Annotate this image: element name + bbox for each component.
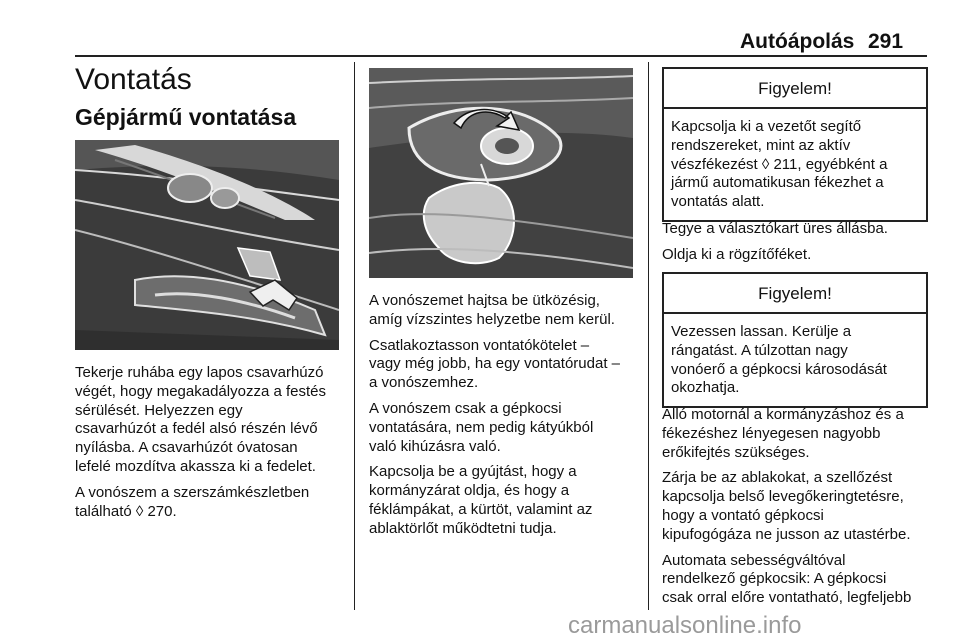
- text-line: csavarhúzót a fedél alsó részén lévő: [75, 420, 318, 438]
- text-line: A vonószemet hajtsa be ütközésig,: [369, 292, 600, 309]
- text-line: kapcsolja belső levegőkeringtetésre,: [662, 488, 904, 506]
- column-1-text: [75, 364, 326, 528]
- text-line: jármű automatikusan fékezhet a: [671, 174, 884, 192]
- text-line: Automata sebességváltóval: [662, 551, 846, 569]
- column-2-text: [369, 292, 620, 546]
- paragraph-attach-rope: [369, 337, 620, 393]
- warning-body: [664, 314, 926, 406]
- page-number: 291: [868, 30, 904, 53]
- text-line: csak orral előre vontatható, legfeljebb: [662, 589, 912, 607]
- text-line: a vonószemhez.: [369, 374, 479, 392]
- text-line: vontatására, nem pedig kátyúkból: [369, 418, 594, 436]
- text-line: vagy még jobb, ha egy vontatórudat –: [369, 355, 621, 373]
- text-line: Álló motornál a kormányzáshoz és a: [662, 406, 904, 423]
- paragraph-ignition: [369, 463, 620, 538]
- text-line: lefelé mozdítva akassza ki a fedelet.: [75, 457, 316, 475]
- figure-car-front: [75, 140, 339, 350]
- tow-eye-drawing: [369, 68, 633, 278]
- text-line: rendelkező gépkocsik: A gépkocsi: [662, 570, 887, 588]
- text-line: Tegye a választókart üres állásba.: [662, 220, 888, 237]
- warning-box-2: [662, 272, 928, 408]
- text-line: Kapcsolja ki a vezetőt segítő: [671, 118, 862, 135]
- text-line: vonóerő a gépkocsi károsodását: [671, 360, 887, 378]
- text-line: kormányzárat oldja, és hogy a: [369, 482, 570, 500]
- column-3-text-b: [662, 406, 911, 615]
- text-line: Vezessen lassan. Kerülje a: [671, 323, 852, 340]
- warning-title: Figyelem!: [664, 69, 926, 109]
- text-line: okozhatja.: [671, 379, 740, 397]
- paragraph-windows: [662, 469, 911, 544]
- text-line: rendszereket, mint az aktív: [671, 136, 851, 154]
- text-line: nyílásba. A csavarhúzót óvatosan: [75, 439, 298, 457]
- text-line: féklámpákat, a kürtöt, valamint az: [369, 500, 593, 518]
- column-divider-1: [354, 62, 355, 610]
- watermark: carmanualsonline.info: [568, 612, 802, 639]
- warning-title: Figyelem!: [664, 274, 926, 314]
- header-rule: [75, 55, 927, 57]
- running-header-title: Autóápolás: [740, 30, 855, 53]
- text-line: Tekerje ruhába egy lapos csavarhúzó: [75, 364, 324, 381]
- text-line-with-page-ref[interactable]: vészfékezést ◊ 211, egyébként a: [671, 155, 888, 173]
- warning-body: [664, 109, 926, 220]
- warning-box-1: [662, 67, 928, 222]
- text-line: erőkifejtés szükséges.: [662, 443, 810, 461]
- text-line-with-page-ref[interactable]: található ◊ 270.: [75, 502, 177, 520]
- text-line: kipufogógáza ne jusson az utastérbe.: [662, 525, 911, 543]
- car-front-drawing: [75, 140, 339, 350]
- paragraph-parking-brake: [662, 246, 888, 265]
- column-divider-2: [648, 62, 649, 610]
- column-3-text-a: [662, 220, 888, 272]
- text-line: A vonószem csak a gépkocsi: [369, 399, 562, 417]
- text-line: amíg vízszintes helyzetbe nem kerül.: [369, 310, 615, 328]
- text-line: Csatlakoztasson vontatókötelet –: [369, 336, 590, 354]
- section-subtitle: Gépjármű vontatása: [75, 104, 297, 130]
- text-line: A vonószem a szerszámkészletben: [75, 483, 310, 501]
- text-line: sérülését. Helyezzen egy: [75, 401, 243, 419]
- text-line: hogy a vontató gépkocsi: [662, 506, 824, 524]
- text-line: való kihúzásra való.: [369, 437, 501, 455]
- paragraph-engine-off: [662, 406, 911, 462]
- text-line: Kapcsolja be a gyújtást, hogy a: [369, 463, 577, 481]
- paragraph-tow-only: [369, 400, 620, 456]
- text-line: ablaktörlőt működtetni tudja.: [369, 519, 557, 537]
- text-line: vontatás alatt.: [671, 193, 765, 211]
- text-line: Zárja be az ablakokat, a szellőzést: [662, 469, 893, 487]
- section-title: Vontatás: [75, 63, 192, 96]
- paragraph-screw-in: [369, 292, 620, 330]
- text-line: fékezéshez lényegesen nagyobb: [662, 424, 881, 442]
- paragraph-screwdriver: [75, 364, 326, 477]
- figure-tow-eye-cover: [369, 68, 633, 278]
- text-line: Oldja ki a rögzítőféket.: [662, 245, 812, 263]
- text-line: végét, hogy megakadályozza a festés: [75, 382, 326, 400]
- paragraph-automatic: [662, 552, 911, 608]
- paragraph-tow-eye-location: [75, 484, 326, 522]
- text-line: rángatást. A túlzottan nagy: [671, 341, 848, 359]
- paragraph-neutral: [662, 220, 888, 239]
